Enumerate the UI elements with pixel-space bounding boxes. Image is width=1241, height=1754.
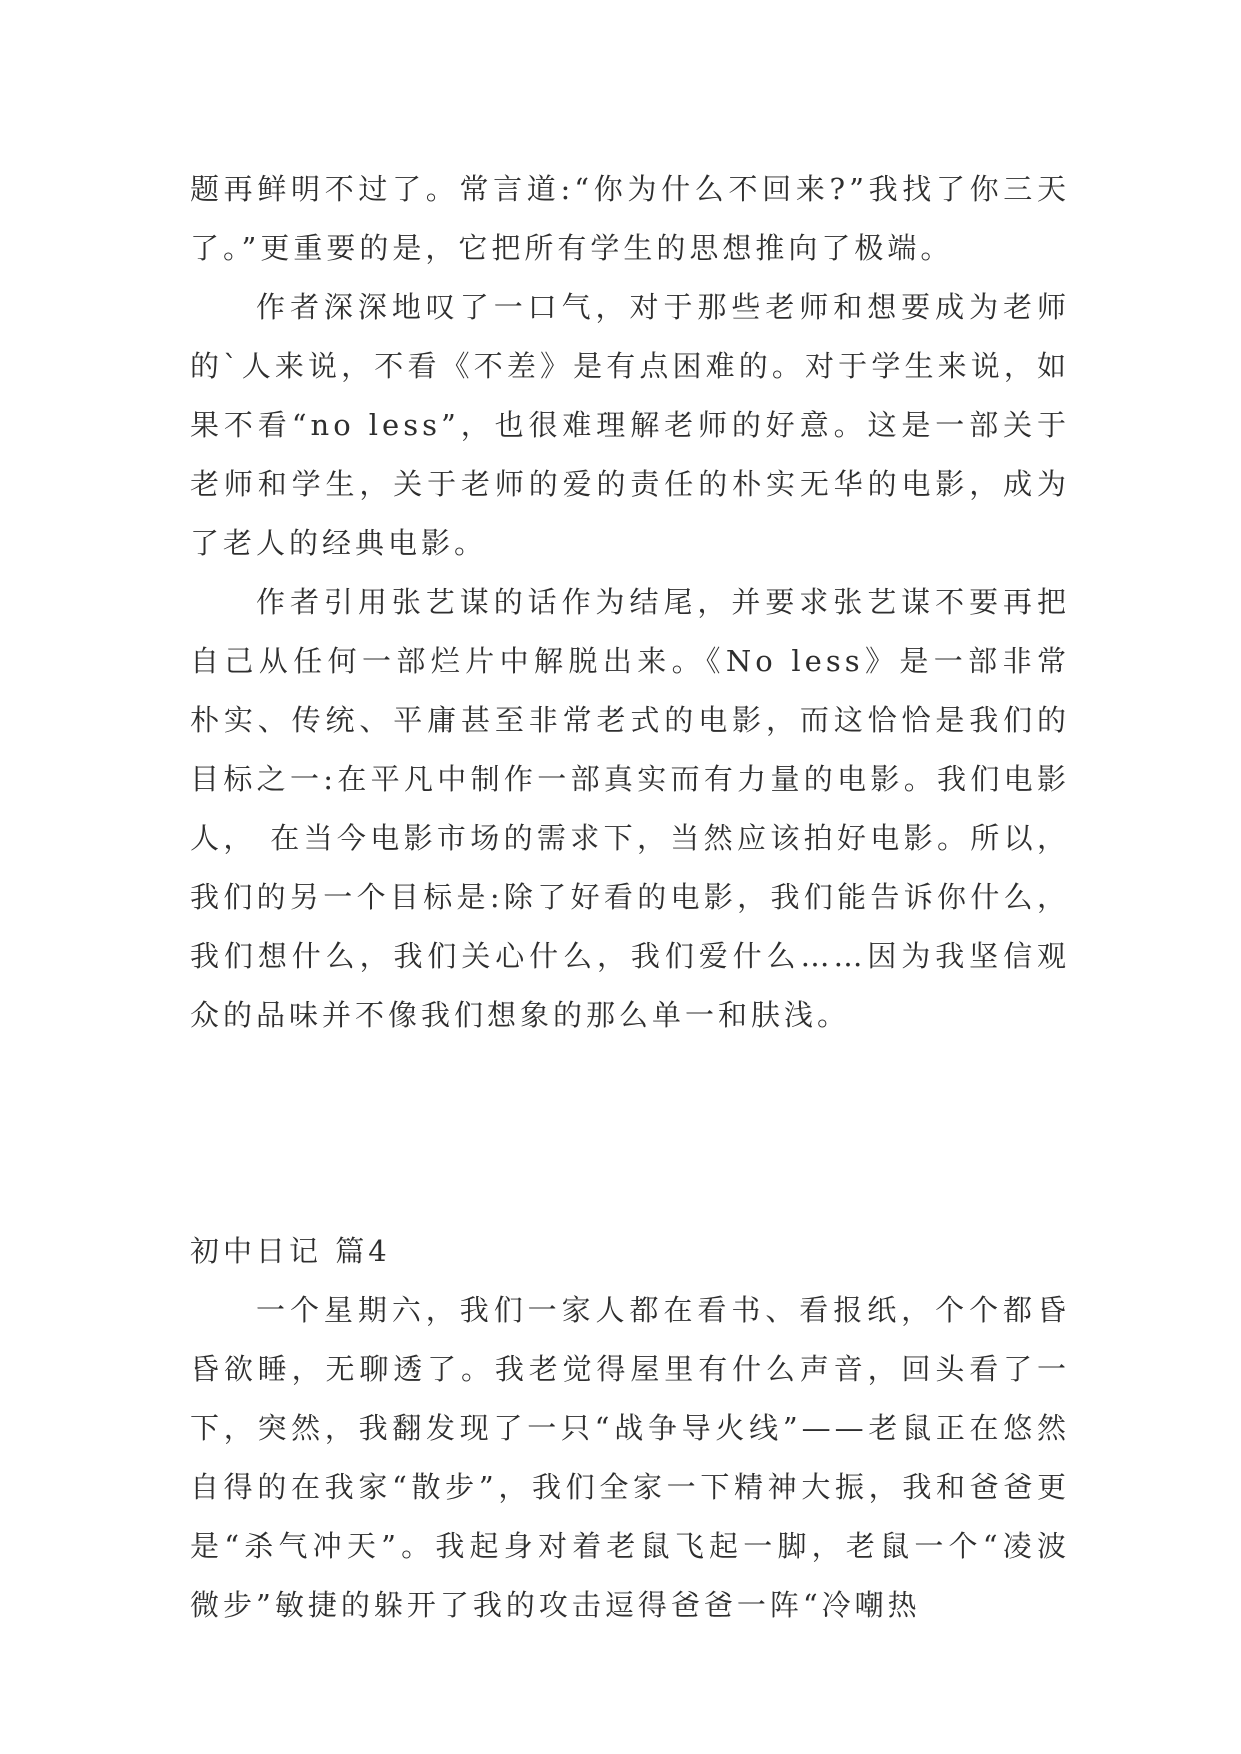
- document-body: [190, 160, 1070, 1635]
- paragraph-1: 题再鲜明不过了。常言道:“你为什么不回来?”我找了你三天了。”更重要的是，它把所有学生的思想推向了极端。: [190, 172, 1070, 265]
- section-spacer: [190, 1045, 1070, 1222]
- paragraph-3: 作者引用张艺谋的话作为结尾，并要求张艺谋不要再把自己从任何一部烂片中解脱出来。《No less》是一部非常朴实、传统、平庸甚至非常老式的电影，而这恰恰是我们的目标之一:在平凡中制作一部真实而有力量的电影。我们电影人， 在当今电影市场的需求下，当然应该拍好电影。所以，我们的另一个目标是:除了好看的电影，我们能告诉你什么，我们想什么，我们关心什么，我们爱什么……因为我坚信观众的品味并不像我们想象的那么单一和肤浅。: [190, 585, 1070, 1032]
- paragraph-4: 一个星期六，我们一家人都在看书、看报纸，个个都昏昏欲睡，无聊透了。我老觉得屋里有什么声音，回头看了一下，突然，我翻发现了一只“战争导火线”——老鼠正在悠然自得的在我家“散步”，我们全家一下精神大振，我和爸爸更是“杀气冲天”。我起身对着老鼠飞起一脚，老鼠一个“凌波微步”敏捷的躲开了我的攻击逗得爸爸一阵“冷嘲热: [190, 1293, 1070, 1622]
- section-heading: 初中日记 篇4: [190, 1234, 391, 1268]
- paragraph-2: 作者深深地叹了一口气，对于那些老师和想要成为老师的`人来说，不看《不差》是有点困难的。对于学生来说，如果不看“no less”，也很难理解老师的好意。这是一部关于老师和学生，关于老师的爱的责任的朴实无华的电影，成为了老人的经典电影。: [190, 290, 1070, 560]
